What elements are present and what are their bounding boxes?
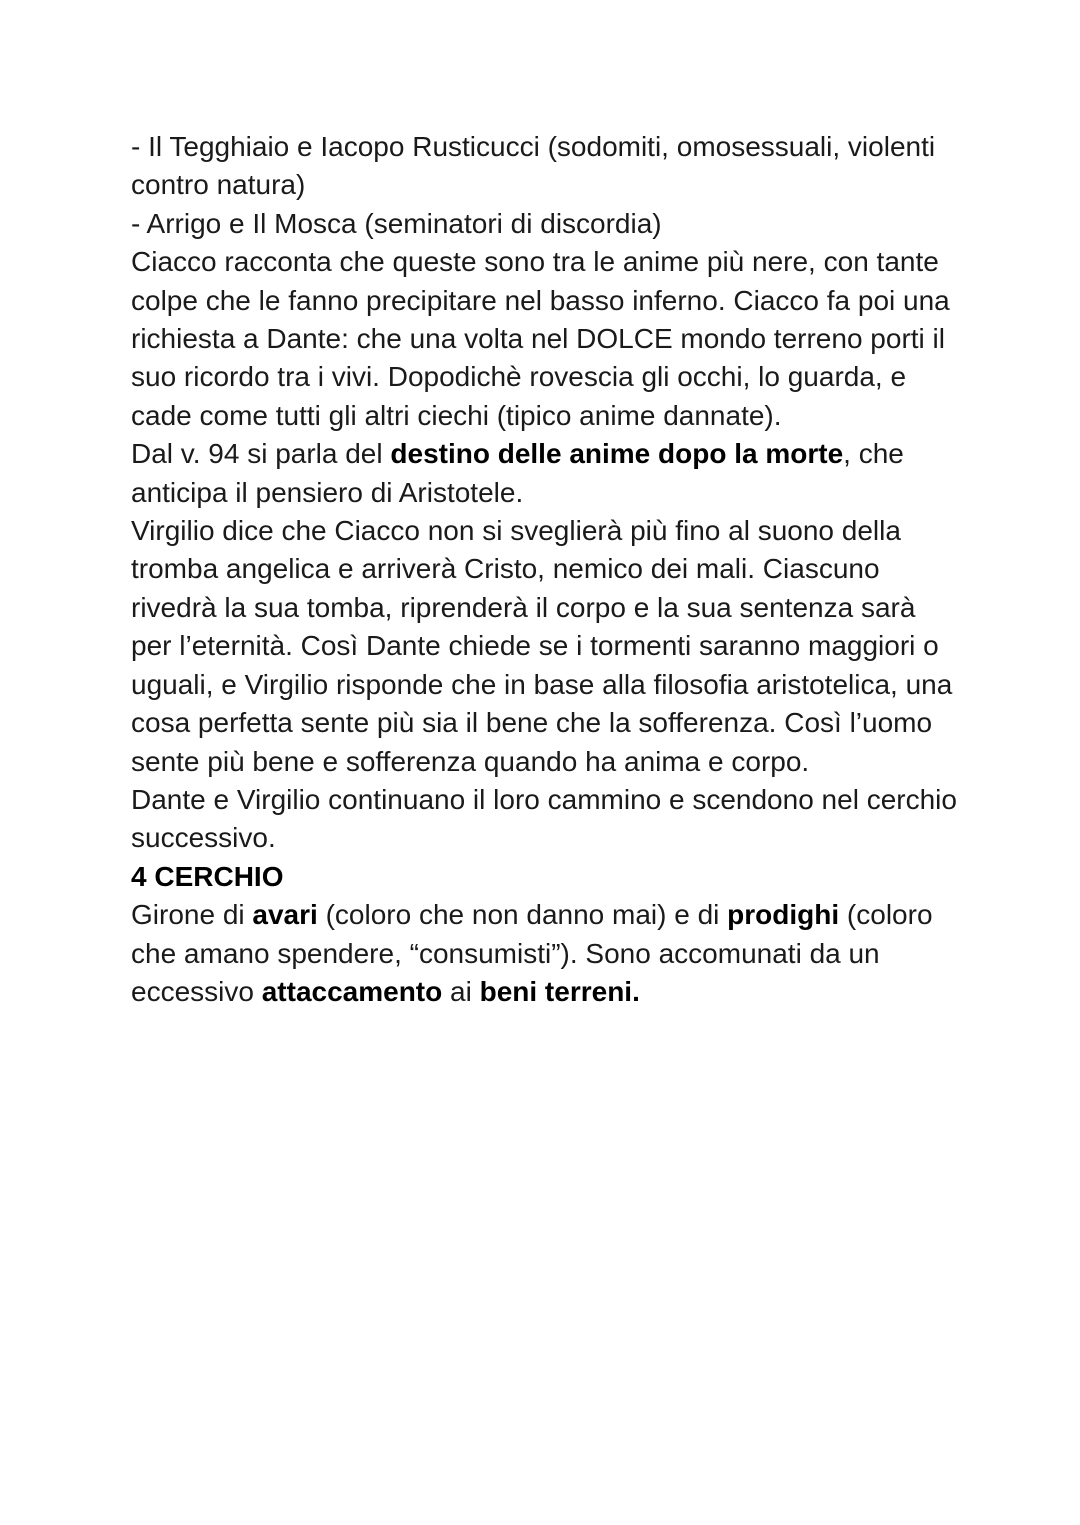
list-item-arrigo: - Arrigo e Il Mosca (seminatori di discordia) <box>131 207 662 239</box>
girone-bold-prodighi: prodighi <box>727 899 840 931</box>
girone-text-1: Girone di <box>131 899 253 931</box>
paragraph-destino-text-1: Dal v. 94 si parla del <box>131 438 391 470</box>
girone-text-4: ai <box>442 975 480 1007</box>
paragraph-destino-bold: destino delle anime dopo la morte <box>390 438 844 470</box>
paragraph-cammino: Dante e Virgilio continuano il loro cammino e scendono nel cerchio successivo. <box>131 783 957 854</box>
heading-4-cerchio: 4 CERCHIO <box>131 860 284 892</box>
girone-bold-beni-terreni: beni terreni. <box>479 975 640 1007</box>
girone-text-2: (coloro che non danno mai) e di <box>317 899 728 931</box>
document-body <box>131 128 961 1011</box>
paragraph-virgilio: Virgilio dice che Ciacco non si sveglierà più fino al suono della tromba angelica e arriverà Cristo, nemico dei mali. Ciascuno rivedrà la sua tomba, riprenderà il corpo e la sua sentenza sarà per l’eternità. Così Dante chiede se i tormenti saranno maggiori o uguali, e Virgilio risponde che in base alla filosofia aristotelica, una cosa perfetta sente più sia il bene che la sofferenza. Così l’uomo sente più bene e sofferenza quando ha anima e corpo. <box>131 515 953 777</box>
paragraph-ciacco: Ciacco racconta che queste sono tra le anime più nere, con tante colpe che le fanno precipitare nel basso inferno. Ciacco fa poi una richiesta a Dante: che una volta nel DOLCE mondo terreno porti il suo ricordo tra i vivi. Dopodichè rovescia gli occhi, lo guarda, e cade come tutti gli altri ciechi (tipico anime dannate). <box>131 246 950 431</box>
paragraph-destino-text-2: , che anticipa il pensiero di Aristotele. <box>131 438 904 508</box>
girone-bold-avari: avari <box>252 899 318 931</box>
list-item-tegghiaio: - Il Tegghiaio e Iacopo Rusticucci (sodomiti, omosessuali, violenti contro natura) <box>131 131 936 201</box>
paragraph-girone <box>131 896 961 1011</box>
girone-text-3: (coloro che amano spendere, “consumisti”). Sono accomunati da un eccessivo <box>131 899 933 1007</box>
paragraph-destino <box>131 435 961 512</box>
girone-bold-attaccamento: attaccamento <box>261 975 443 1007</box>
